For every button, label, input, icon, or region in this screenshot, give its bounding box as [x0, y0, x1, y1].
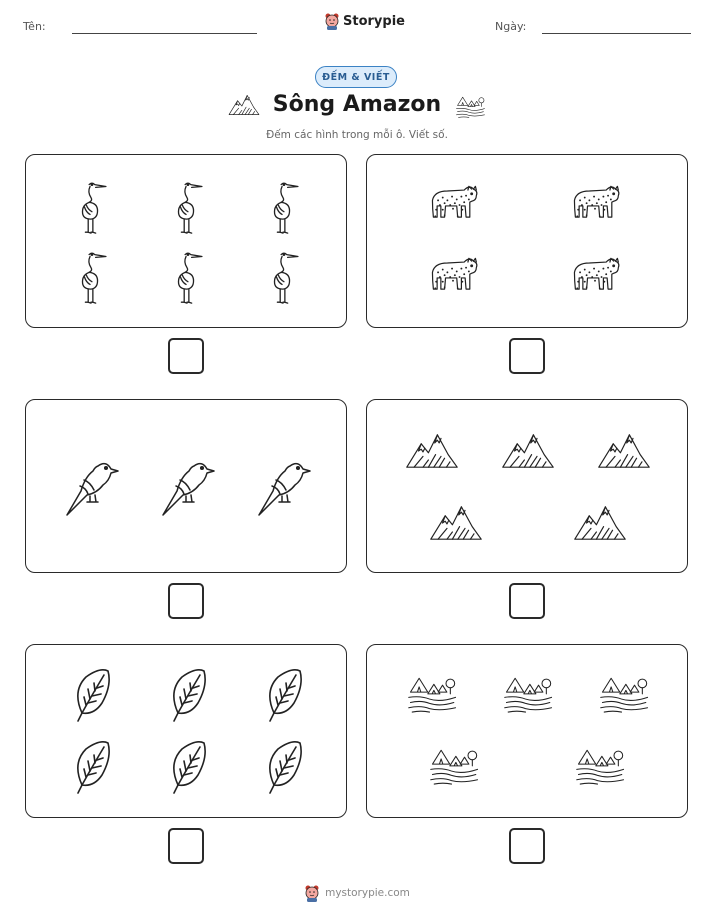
leaf-icon [264, 741, 304, 795]
instructions: Đếm các hình trong mỗi ô. Viết số. [266, 129, 448, 141]
mountain-icon [501, 430, 555, 472]
count-panel-mountains [366, 399, 688, 573]
village-icon [575, 743, 627, 787]
village-icon [503, 671, 555, 715]
answer-box[interactable] [168, 583, 204, 619]
count-panel-herons [25, 154, 347, 328]
heron-icon [72, 249, 110, 305]
heron-icon [168, 179, 206, 235]
heron-icon [168, 249, 206, 305]
answer-box[interactable] [168, 338, 204, 374]
village-icon [429, 743, 481, 787]
heron-icon [264, 179, 302, 235]
heron-icon [264, 249, 302, 305]
bird-icon [156, 454, 216, 518]
answer-box[interactable] [168, 828, 204, 864]
bear-icon [304, 884, 320, 902]
count-panel-leaves [25, 644, 347, 818]
count-panel-villages [366, 644, 688, 818]
answer-box[interactable] [509, 828, 545, 864]
jaguar-icon [567, 253, 623, 301]
count-panel-birds [25, 399, 347, 573]
date-field[interactable] [542, 33, 691, 34]
bird-icon [252, 454, 312, 518]
brand-logo [324, 12, 405, 30]
village-icon [599, 671, 651, 715]
bird-icon [60, 454, 120, 518]
bear-icon [324, 12, 340, 30]
village-icon [455, 93, 487, 119]
jaguar-icon [567, 181, 623, 229]
leaf-icon [72, 741, 112, 795]
leaf-icon [168, 669, 208, 723]
answer-box[interactable] [509, 338, 545, 374]
name-label: Tên: [23, 20, 46, 33]
mountain-icon [597, 430, 651, 472]
mountain-icon [405, 430, 459, 472]
jaguar-icon [425, 253, 481, 301]
name-field[interactable] [72, 33, 257, 34]
answer-box[interactable] [509, 583, 545, 619]
leaf-icon [168, 741, 208, 795]
category-badge: ĐẾM & VIẾT [315, 66, 397, 88]
footer [0, 884, 714, 902]
mountain-icon [429, 502, 483, 544]
brand-name: Storypie [343, 13, 405, 29]
heron-icon [72, 179, 110, 235]
count-panel-jaguars [366, 154, 688, 328]
mountain-icon [573, 502, 627, 544]
leaf-icon [264, 669, 304, 723]
footer-url[interactable]: mystorypie.com [325, 887, 410, 899]
leaf-icon [72, 669, 112, 723]
village-icon [407, 671, 459, 715]
jaguar-icon [425, 181, 481, 229]
date-label: Ngày: [495, 20, 527, 33]
page-title: Sông Amazon [272, 92, 442, 117]
